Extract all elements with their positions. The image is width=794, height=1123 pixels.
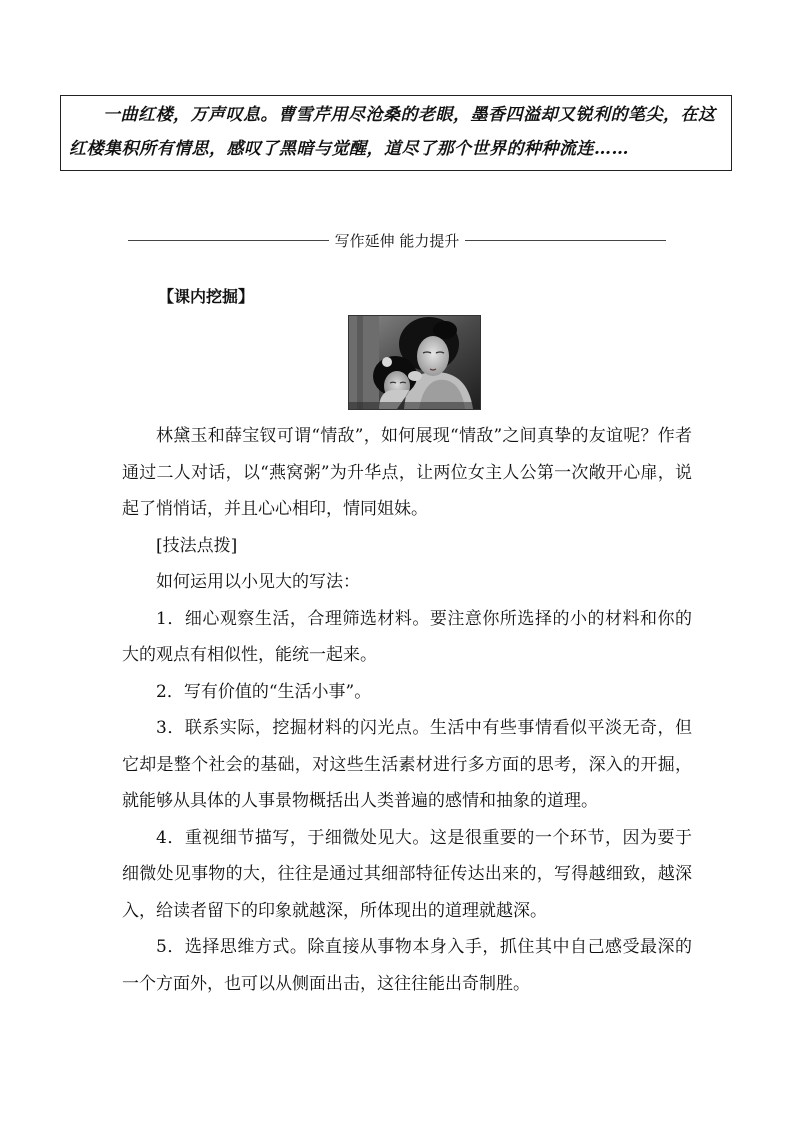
intro-text: 一曲红楼，万声叹息。曹雪芹用尽沧桑的老眼，墨香四溢却又锐利的笔尖，在这红楼集积所有情思，感叹了黑暗与觉醒，道尽了那个世界的种种流连…… [69,105,716,159]
point-5: 5．选择思维方式。除直接从事物本身入手，抓住其中自己感受最深的一个方面外，也可以从侧面出击，这往往能出奇制胜。 [122,937,692,994]
main-text [122,418,692,1002]
tip-label: [技法点拨] [156,535,238,556]
section-title: 写作延伸 能力提升 [334,231,460,250]
intro-box [60,95,732,171]
subheading: 【课内挖掘】 [158,287,255,306]
photo-illustration [349,316,480,409]
section-divider [128,230,666,250]
method-question: 如何运用以小见大的写法： [156,572,360,592]
point-2: 2．写有价值的“生活小事”。 [156,681,372,702]
point-3: 3．联系实际，挖掘材料的闪光点。生活中有些事情看似平淡无奇，但它却是整个社会的基础，对这些生活素材进行多方面的思考，深入的开掘，就能够从具体的人事景物概括出人类普遍的感情和抽象的道理。 [122,718,692,811]
divider-line-right [465,240,666,241]
intro-paragraph: 林黛玉和薛宝钗可谓“情敌”，如何展现“情敌”之间真挚的友谊呢？作者通过二人对话，以“燕窝粥”为升华点，让两位女主人公第一次敞开心扉，说起了悄悄话，并且心心相印，情同姐妹。 [122,426,692,519]
point-4: 4．重视细节描写，于细微处见大。这是很重要的一个环节，因为要于细微处见事物的大，往往是通过其细部特征传达出来的，写得越细致，越深入，给读者留下的印象就越深，所体现出的道理就越深。 [122,827,692,921]
photo-two-women [348,315,481,410]
divider-line-left [128,240,329,241]
point-1: 1．细心观察生活，合理筛选材料。要注意你所选择的小的材料和你的大的观点有相似性，能统一起来。 [122,608,692,665]
